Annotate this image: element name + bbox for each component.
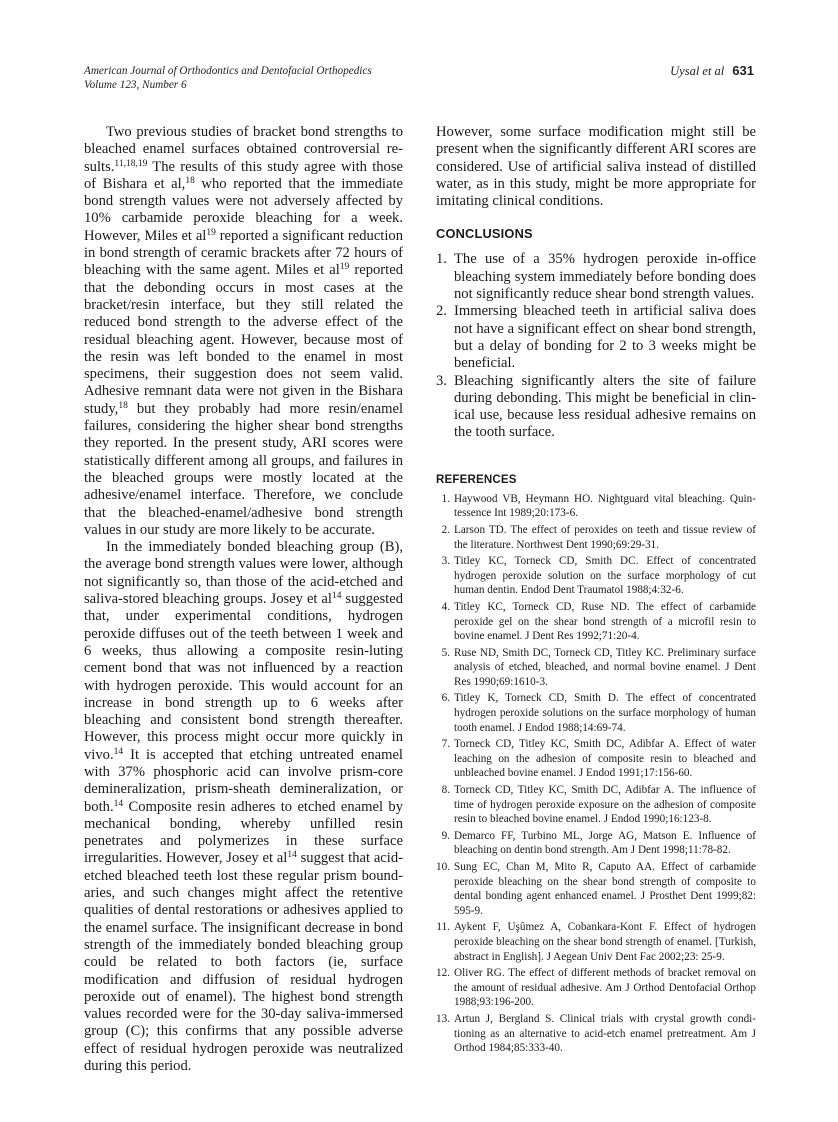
item-text: Immersing bleached teeth in artificial saliva does not have a significant effect on shear bond strength, but a delay of bonding for 2 to 3 weeks might be beneficial.	[454, 303, 756, 372]
ref-text: Oliver RG. The effect of different methods of bracket removal on the amount of residual adhesive. Am J Orthod Dentofacial Orthop 1988;93:196-200.	[454, 967, 756, 1009]
citation-superscript: 19	[339, 262, 350, 273]
item-number: 1.	[436, 251, 447, 268]
citation-superscript: 18	[118, 400, 128, 411]
reference-item	[436, 737, 756, 781]
running-header	[84, 64, 754, 92]
reference-item	[436, 860, 756, 918]
conclusions-list	[436, 251, 756, 441]
ref-text: Demarco FF, Turbino ML, Jorge AG, Matson E. Influence of bleaching on dentin bond strength. Am J Dent 1998;11:78-82.	[454, 829, 756, 857]
ref-number: 9.	[441, 829, 450, 842]
ref-number: 3.	[441, 555, 450, 568]
references-list	[436, 492, 756, 1056]
conclusion-item	[436, 373, 756, 442]
discussion-paragraph-2: In the immediately bonded bleaching group (B), the average bond strength values were lower, although not significantly so, than those of the acid-etched and saliva-stored bleaching groups. Josey et $al^{14}$ suggested that, under experimental conditions, hydrogen peroxide diffuses out of the teeth between 1 week and 6 weeks, thus allowing a composite resin-luting cement bond that was not influenced by a reaction with hydrogen peroxide. This would account for an increase in bond strength up to 6 weeks after bleaching and consistent bond strength thereafter. However, this process might occur more quickly in vivo.$^{14}$ It is accepted that etching untreated enamel with 37% phosphoric acid can involve prism-core demineralization, prism-sheath demineralization, or both.$^{14}$ Composite resin adheres to etched enamel by mechanical bonding, whereby unfilled resin penetrates and polymerizes in these surface irregularities. However, Josey et $al^{14}$ suggest that acid-etched bleached teeth lost these regular prism boundaries, and such changes might affect the retentive qualities of dental restorations or adhesives applied to the enamel surface. The insignificant decrease in bond strength of the immediately bonded bleaching group could be related to both factors (ie, surface modification and diffusion of residual hydrogen peroxide out of enamel). The highest bond strength values recorded were for the 30-day saliva-immersed group (C); this confirms that any possible adverse effect of residual hydrogen peroxide was neutralized during this period.	[84, 539, 403, 1075]
journal-volume: Volume 123, Number 6	[84, 79, 187, 91]
item-number: 3.	[436, 372, 447, 389]
header-right	[670, 64, 754, 78]
left-column	[84, 124, 403, 1075]
ref-text: Titley K, Torneck CD, Smith D. The effect of concentrated hydrogen peroxide solutions on the surface morphology of human tooth enamel. J Endod 1988;14:69-74.	[454, 692, 756, 734]
page-number: 631	[732, 63, 754, 78]
conclusions-heading: CONCLUSIONS	[436, 226, 533, 242]
ref-number: 5.	[441, 646, 450, 659]
continuation-paragraph: However, some surface modification might still be present when the significantly different ARI scores are considered. Use of artificial saliva instead of distilled water, as in this study, might be more appropriate for imitating clinical conditions.	[436, 124, 756, 210]
reference-item	[436, 966, 756, 1010]
ref-text: Haywood VB, Heymann HO. Nightguard vital bleaching. Quintessence Int 1989;20:173-6.	[454, 492, 756, 520]
ref-number: 7.	[441, 738, 450, 751]
citation-superscript: 14	[113, 746, 124, 757]
ref-text: Torneck CD, Titley KC, Smith DC, Adibfar A. Effect of water leaching on the adhesion of composite resin to bleached and unbleached bovine enamel. J Endod 1991;17:156-60.	[454, 738, 756, 780]
ref-number: 12.	[436, 967, 450, 980]
ref-number: 2.	[441, 523, 450, 536]
conclusion-item	[436, 303, 756, 372]
discussion-continuation	[436, 124, 756, 210]
ref-number: 13.	[436, 1012, 450, 1025]
reference-item	[436, 783, 756, 827]
reference-item	[436, 1012, 756, 1056]
reference-item	[436, 646, 756, 690]
citation-superscript: 11,18,19	[114, 158, 148, 169]
reference-item	[436, 554, 756, 598]
item-text: Bleaching significantly alters the site of failure during debonding. This might be beneficial in clinical use, because less residual adhesive remains on the tooth surface.	[454, 372, 756, 441]
citation-superscript: 14	[113, 798, 124, 809]
reference-item	[436, 920, 756, 964]
ref-text: Torneck CD, Titley KC, Smith DC, Adibfar A. The influence of time of hydrogen peroxide exposure on the adhesion of composite resin to bleached bovine enamel. J Endod 1990;16:123-8.	[454, 784, 756, 826]
ref-number: 11.	[436, 921, 450, 934]
reference-item	[436, 523, 756, 552]
ref-text: Sung EC, Chan M, Mito R, Caputo AA. Effect of carbamide peroxide bleaching on the shear bond strength of composite to dental bonding agent enhanced enamel. J Prosthet Dent 1999;82: 595-9.	[454, 861, 756, 917]
running-authors: Uysal et al	[670, 64, 725, 78]
ref-number: 4.	[441, 600, 450, 613]
ref-number: 6.	[441, 692, 450, 705]
citation-superscript: 14	[287, 850, 297, 861]
citation-superscript: 18	[185, 175, 195, 186]
reference-item	[436, 492, 756, 521]
references-heading: REFERENCES	[436, 473, 517, 486]
ref-number: 10.	[436, 861, 450, 873]
conclusion-item	[436, 251, 756, 303]
ref-number: 1.	[441, 492, 450, 505]
ref-text: Larson TD. The effect of peroxides on teeth and tissue review of the literature. Northwest Dent 1990;69:29-31.	[454, 523, 756, 551]
journal-title: American Journal of Orthodontics and Dentofacial Orthopedics	[84, 65, 372, 77]
reference-item	[436, 829, 756, 858]
ref-text: Aykent F, Uşûmez A, Cobankara-Kont F. Effect of hydrogen peroxide bleaching on the shear bond strength of enamel. [Turkish, abstract in English]. J Aegean Univ Dent Fac 2002;23: 25-9.	[454, 921, 756, 963]
item-number: 2.	[436, 303, 447, 320]
citation-superscript: 14	[331, 591, 342, 602]
item-text: The use of a 35% hydrogen peroxide in-office bleaching system immediately before bonding does not significantly reduce shear bond strength values.	[454, 251, 756, 303]
citation-superscript: 19	[206, 227, 216, 238]
ref-number: 8.	[441, 784, 450, 797]
reference-item	[436, 600, 756, 644]
reference-item	[436, 691, 756, 735]
ref-text: Titley KC, Torneck CD, Smith DC. Effect of concentrated hydrogen peroxide solution on the surface morphology of cut human dentin. Endod Dent Traumatol 1988;4:32-6.	[454, 555, 756, 597]
discussion-paragraph-1: Two previous studies of bracket bond strengths to bleached enamel surfaces obtained controversial results.$^{11,18,19}$ The results of this study agree with those of Bishara et al,$^{18}$ who reported that the immediate bond strength values were not adversely affected by 10% carbamide peroxide bleaching for a week. However, Miles et $al^{19}$ reported a significant reduction in bond strength of ceramic brackets after 72 hours of bleaching with the same agent. Miles et $al^{19}$ reported that the debonding occurs in most cases at the bracket/resin interface, but they still related the reduced bond strength to the adverse effect of the residual bleaching agent. However, because most of the resin was left bonded to the enamel in most specimens, their suggestion does not seem valid. Adhesive remnant data were not given in the Bishara study,$^{18}$ but they probably had more resin/enamel failures, considering the higher shear bond strengths they reported. In the present study, ARI scores were statistically different among all groups, and failures in the bleached groups were mostly located at the adhesive/enamel interface. Therefore, we conclude that the bleached-enamel/adhesive bond strength values in our study are more likely to be accurate.	[84, 124, 403, 538]
ref-text: Ruse ND, Smith DC, Torneck CD, Titley KC. Preliminary surface analysis of etched, bleached, and normal bovine enamel. J Dent Res 1990;69:1610-3.	[454, 646, 756, 688]
right-column	[436, 124, 756, 1058]
ref-text: Artun J, Bergland S. Clinical trials with crystal growth conditioning as an alternative to acid-etch enamel pretreatment. Am J Orthod 1984;85:333-40.	[454, 1012, 756, 1055]
ref-text: Titley KC, Torneck CD, Ruse ND. The effect of carbamide peroxide gel on the shear bond strength of a microfil resin to bovine enamel. J Dent Res 1992;71:20-4.	[454, 600, 756, 643]
